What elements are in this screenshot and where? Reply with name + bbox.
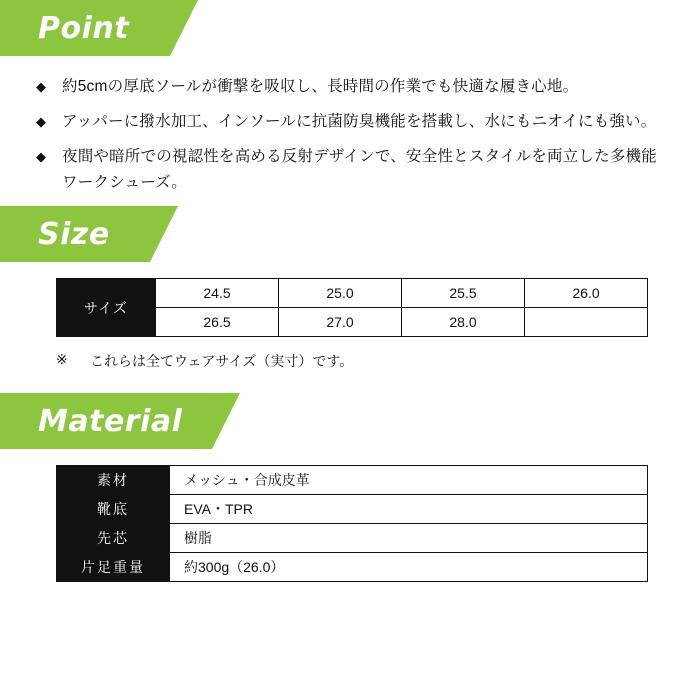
- point-heading-banner: [0, 0, 700, 56]
- size-row-label: サイズ: [57, 279, 156, 337]
- size-cell: 25.5: [402, 279, 525, 308]
- point-section: [0, 0, 700, 196]
- size-cell-empty: [525, 308, 648, 337]
- table-row: [57, 524, 648, 553]
- point-item-text: 約5cmの厚底ソールが衝撃を吸収し、長時間の作業でも快適な履き心地。: [62, 78, 579, 95]
- size-cell: 26.5: [156, 308, 279, 337]
- size-table: [56, 278, 648, 337]
- material-heading-title: Material: [38, 403, 183, 439]
- point-list: [0, 74, 700, 196]
- diamond-bullet-icon: ◆: [36, 114, 46, 129]
- note-mark-icon: ※: [56, 351, 68, 367]
- diamond-bullet-icon: ◆: [36, 149, 46, 164]
- size-cell: 26.0: [525, 279, 648, 308]
- material-value: メッシュ・合成皮革: [170, 466, 648, 495]
- size-cell: 27.0: [279, 308, 402, 337]
- size-section: [0, 206, 700, 371]
- point-item-text: 夜間や暗所での視認性を高める反射デザインで、安全性とスタイルを両立した多機能ワークシューズ。: [62, 148, 657, 191]
- list-item: [34, 144, 660, 196]
- list-item: [34, 74, 660, 100]
- material-heading-banner: [0, 393, 700, 449]
- point-heading-title: Point: [38, 10, 130, 46]
- diamond-bullet-icon: ◆: [36, 79, 46, 94]
- material-label: 片足重量: [57, 553, 170, 582]
- material-table: [56, 465, 648, 582]
- material-value: 樹脂: [170, 524, 648, 553]
- table-row: [57, 553, 648, 582]
- material-label: 先芯: [57, 524, 170, 553]
- material-value: EVA・TPR: [170, 495, 648, 524]
- size-cell: 25.0: [279, 279, 402, 308]
- material-label: 靴底: [57, 495, 170, 524]
- size-table-wrapper: [0, 262, 700, 337]
- material-section: [0, 393, 700, 582]
- table-row: [57, 279, 648, 308]
- table-row: [57, 466, 648, 495]
- size-cell: 28.0: [402, 308, 525, 337]
- size-heading-banner: [0, 206, 700, 262]
- size-heading-title: Size: [38, 216, 110, 252]
- table-row: [57, 495, 648, 524]
- point-item-text: アッパーに撥水加工、インソールに抗菌防臭機能を搭載し、水にもニオイにも強い。: [62, 113, 657, 130]
- note-text: これらは全てウェアサイズ（実寸）です。: [90, 353, 354, 369]
- list-item: [34, 109, 660, 135]
- material-table-wrapper: [0, 449, 700, 582]
- material-label: 素材: [57, 466, 170, 495]
- size-cell: 24.5: [156, 279, 279, 308]
- size-note: [0, 337, 700, 371]
- material-value: 約300g（26.0）: [170, 553, 648, 582]
